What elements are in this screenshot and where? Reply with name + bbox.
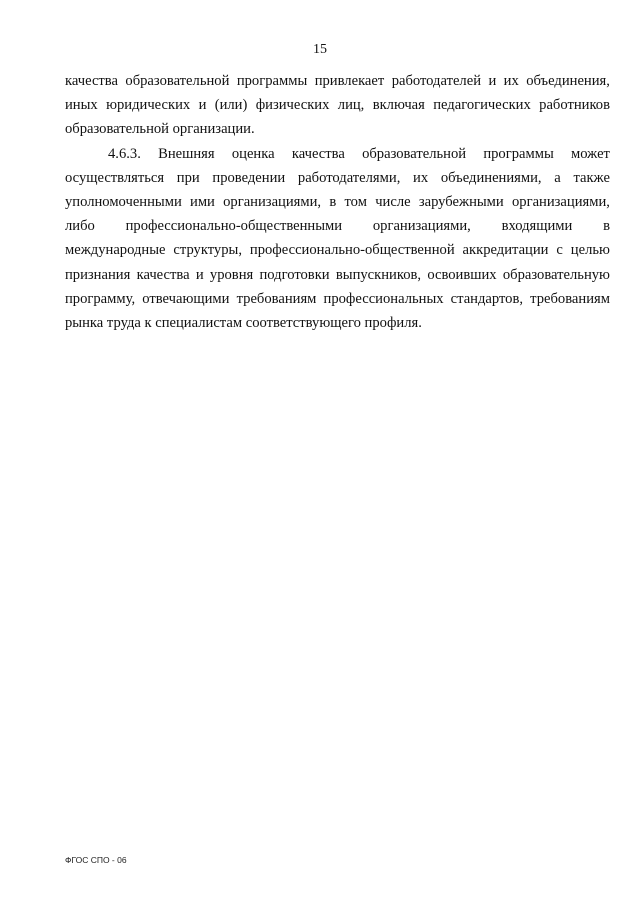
word: их — [413, 169, 429, 186]
word: том — [344, 193, 367, 210]
word: образовательной — [362, 145, 467, 162]
word: в — [603, 218, 610, 235]
page-number: 15 — [313, 42, 327, 57]
word: требованиям — [236, 290, 317, 307]
text-line — [65, 263, 610, 287]
word: с — [556, 242, 563, 259]
word: зарубежными — [418, 193, 504, 210]
word: уполномоченными — [65, 193, 182, 210]
word: оценка — [231, 145, 275, 162]
text-line: рынка труда к специалистам соответствующего профиля. — [65, 314, 422, 331]
text-line — [65, 190, 610, 214]
word: программу, — [65, 290, 136, 307]
word: программы — [483, 145, 554, 162]
text-line — [65, 166, 610, 190]
word: лиц, — [337, 97, 365, 114]
word: юридических — [106, 97, 191, 114]
word: в — [329, 193, 337, 210]
word: Внешняя — [158, 145, 215, 162]
word: образовательной — [125, 73, 230, 89]
text-line — [65, 238, 610, 262]
word: объединения, — [526, 73, 610, 89]
word: организациями, — [372, 218, 471, 235]
text-line — [65, 93, 610, 117]
word: стандартов, — [450, 290, 524, 307]
word: физических — [255, 97, 330, 114]
word: отвечающими — [142, 290, 230, 307]
word: требованиям — [530, 290, 610, 307]
word: организациями, — [223, 193, 322, 210]
paragraph-1 — [65, 69, 610, 142]
word: качества — [65, 73, 118, 89]
text-line — [65, 287, 610, 311]
word: и — [488, 73, 497, 89]
word: и — [198, 97, 207, 114]
word: качества — [136, 266, 190, 283]
text-line — [65, 142, 610, 166]
word: включая — [372, 97, 425, 114]
word: может — [571, 145, 610, 162]
word: числе — [375, 193, 411, 210]
word: и — [195, 266, 204, 283]
text-line — [65, 69, 610, 93]
word: освоивших — [427, 266, 497, 283]
word: работников — [539, 97, 610, 114]
word: программы — [236, 73, 308, 89]
word: международные — [65, 242, 166, 259]
word: а — [554, 169, 561, 186]
text-line — [65, 214, 610, 238]
word: уровня — [209, 266, 254, 283]
footer-document-code: ФГОС СПО - 06 — [65, 855, 127, 865]
word: аккредитации — [462, 242, 549, 259]
document-body — [65, 69, 610, 335]
word: работодателей — [391, 73, 482, 89]
word: структуры, — [173, 242, 242, 259]
word: при — [176, 169, 200, 186]
word: (или) — [214, 97, 248, 114]
word: профессионально-общественной — [249, 242, 455, 259]
word: профессиональных — [323, 290, 444, 307]
word: признания — [65, 266, 131, 283]
word: целью — [570, 242, 610, 259]
paragraph-2 — [65, 142, 610, 336]
word: также — [573, 169, 610, 186]
word: осуществляться — [65, 169, 165, 186]
word: педагогических — [433, 97, 531, 114]
word: 4.6.3. — [108, 145, 141, 162]
word: образовательную — [502, 266, 610, 283]
text-line: образовательной организации. — [65, 121, 255, 138]
word: привлекает — [314, 73, 385, 89]
word: выпускников, — [335, 266, 422, 283]
word: профессионально-общественными — [125, 218, 343, 235]
word: либо — [65, 218, 95, 235]
word: входящими — [501, 218, 573, 235]
word: объединениями, — [440, 169, 542, 186]
word: организациями, — [511, 193, 610, 210]
word: иных — [65, 97, 98, 114]
word: качества — [291, 145, 345, 162]
word: ими — [190, 193, 215, 210]
word: работодателями, — [297, 169, 401, 186]
word: проведении — [212, 169, 286, 186]
word: подготовки — [259, 266, 330, 283]
word: их — [503, 73, 519, 89]
